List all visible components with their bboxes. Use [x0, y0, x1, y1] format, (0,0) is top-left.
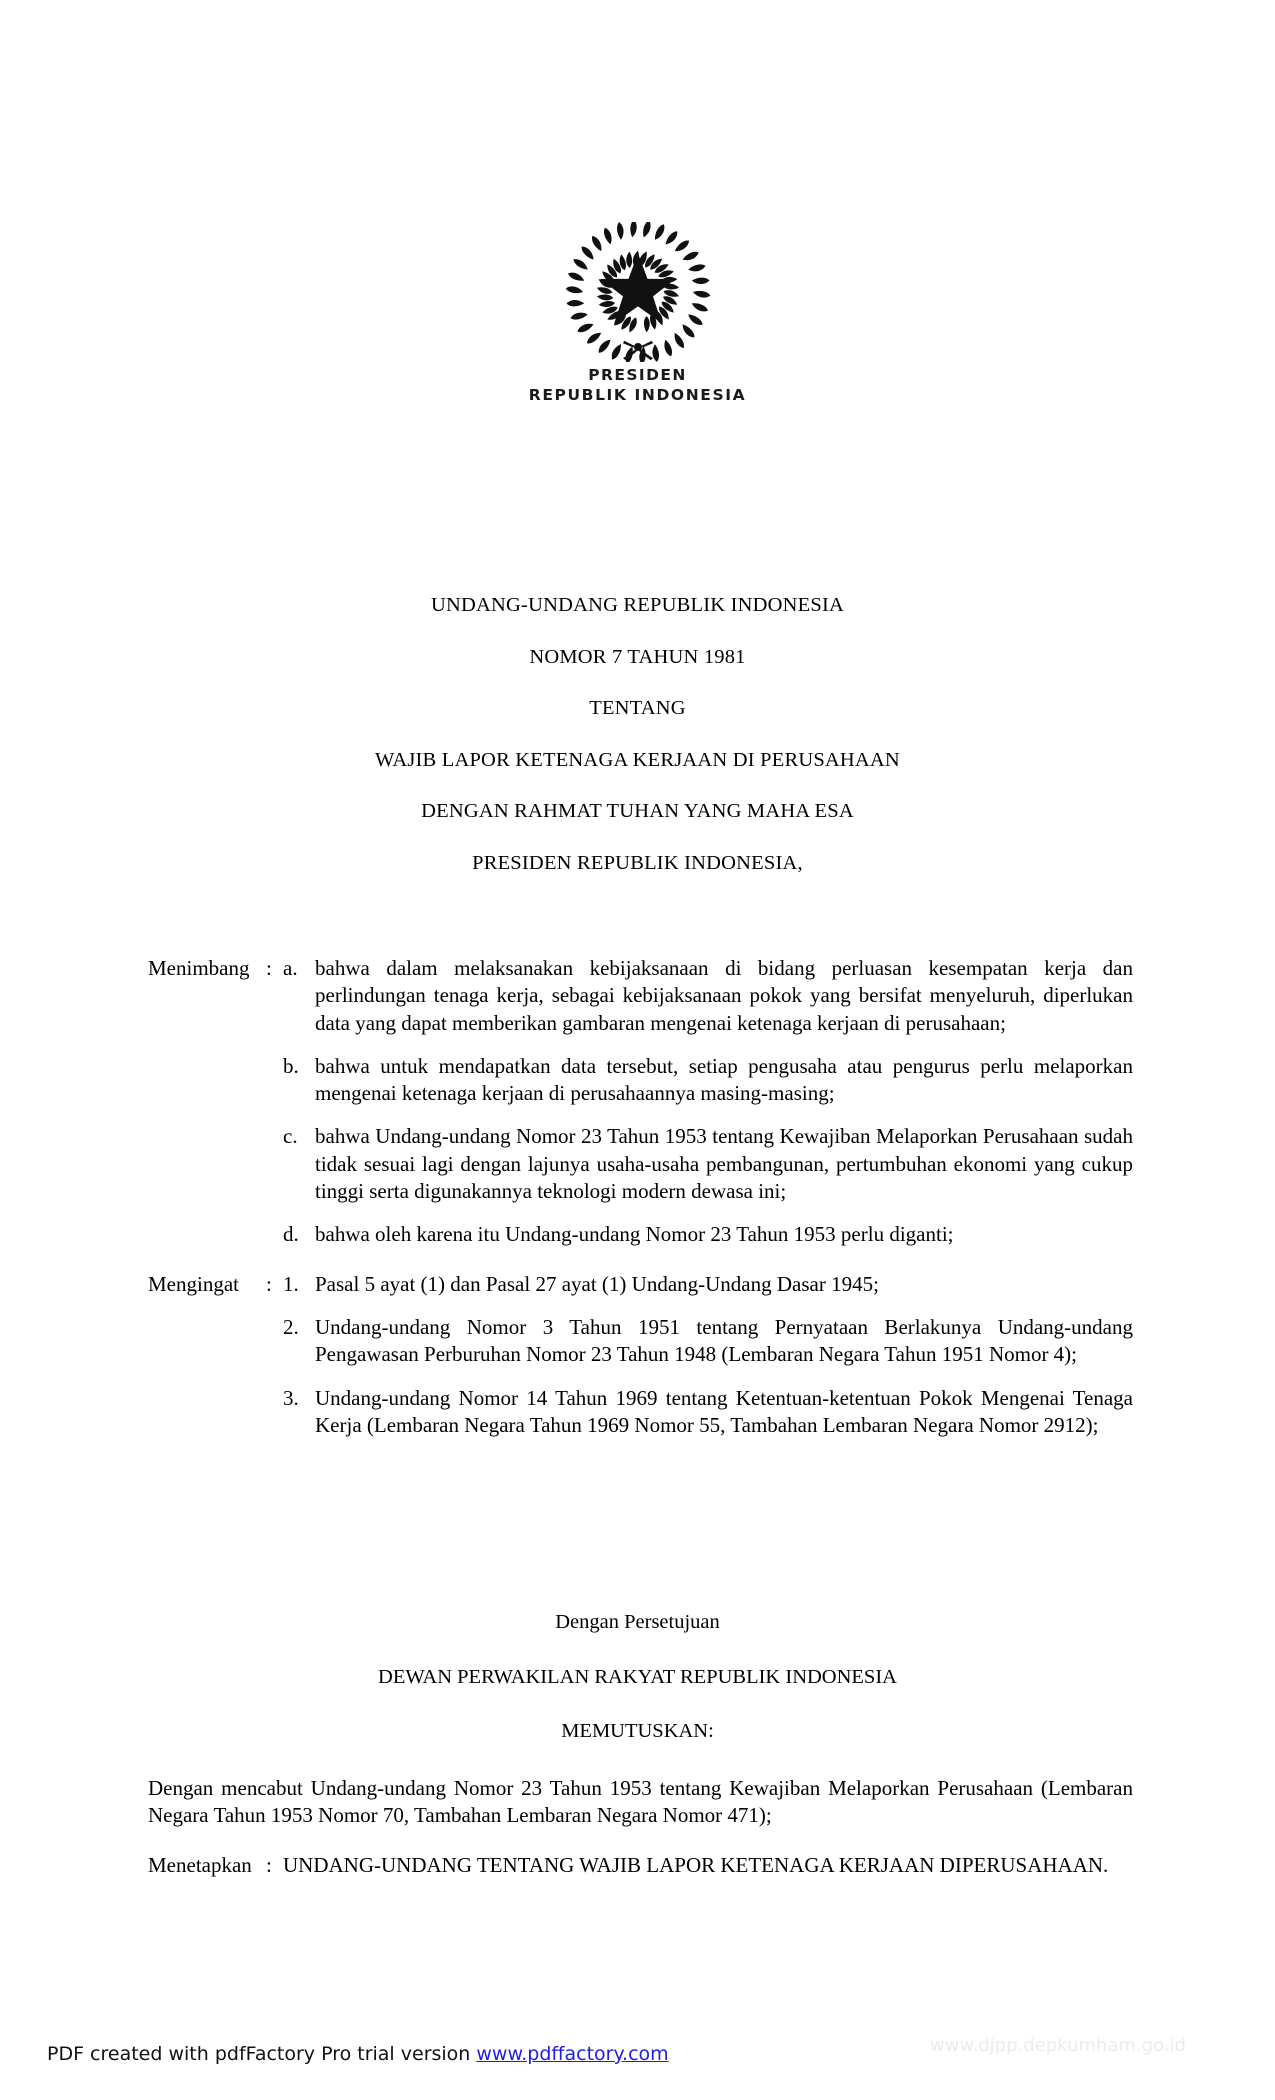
- list-item-text: Pasal 5 ayat (1) dan Pasal 27 ayat (1) Undang-Undang Dasar 1945;: [315, 1271, 879, 1296]
- site-watermark: www.djpp.depkumham.go.id: [930, 2035, 1186, 2056]
- emblem-caption-line-2: REPUBLIK INDONESIA: [528, 385, 747, 404]
- list-item-text: bahwa Undang-undang Nomor 23 Tahun 1953 tentang Kewajiban Melaporkan Perusahaan sudah tidak sesuai lagi dengan lajunya usaha-usaha pembangunan, pertumbuhan ekonomi yang cukup tinggi serta digunakannya teknologi modern dewasa ini;: [315, 1124, 1133, 1204]
- menetapkan-text: UNDANG-UNDANG TENTANG WAJIB LAPOR KETENAGA KERJAAN DIPERUSAHAAN.: [283, 1852, 1109, 1877]
- list-item-text: bahwa dalam melaksanakan kebijaksanaan di bidang perluasan kesempatan kerja dan perlindungan tenaga kerja, sebagai kebijaksanaan pokok yang bersifat menyeluruh, diperlukan data yang dapat memberikan gambaran mengenai ketenaga kerjaan di perusahaan;: [315, 956, 1133, 1035]
- list-item: [283, 1123, 1133, 1205]
- pdffactory-link[interactable]: www.pdffactory.com: [476, 2043, 669, 2065]
- menimbang-item-list: [283, 955, 1133, 1249]
- list-item-marker: b.: [283, 1053, 299, 1078]
- title-line-tentang: TENTANG: [589, 697, 686, 719]
- approval-line-dpr: DEWAN PERWAKILAN RAKYAT REPUBLIK INDONESIA: [378, 1665, 897, 1688]
- list-item: [283, 1271, 1133, 1298]
- title-line-president: PRESIDEN REPUBLIK INDONESIA,: [472, 851, 803, 874]
- list-item: [283, 1053, 1133, 1108]
- menetapkan-clause: [148, 1852, 1133, 1879]
- title-line-number: NOMOR 7 TAHUN 1981: [529, 645, 746, 668]
- list-item-marker: d.: [283, 1222, 299, 1247]
- list-item-text: bahwa oleh karena itu Undang-undang Nomor 23 Tahun 1953 perlu diganti;: [315, 1222, 954, 1247]
- pdffactory-footer: [47, 2043, 669, 2065]
- list-item-marker: 1.: [283, 1271, 299, 1296]
- list-item-marker: 3.: [283, 1385, 299, 1410]
- list-item: [283, 955, 1133, 1037]
- list-item-marker: a.: [283, 956, 298, 980]
- emblem-caption-line-1: PRESIDEN: [588, 366, 687, 384]
- list-item-text: Undang-undang Nomor 14 Tahun 1969 tentang Ketentuan-ketentuan Pokok Mengenai Tenaga Kerja (Lembaran Negara Tahun 1969 Nomor 55, Tambahan Lembaran Negara Nomor 2912);: [315, 1385, 1133, 1437]
- pdffactory-footer-text: PDF created with pdfFactory Pro trial version: [47, 2043, 477, 2065]
- menetapkan-colon: :: [266, 1852, 272, 1877]
- title-line-law-type: UNDANG-UNDANG REPUBLIK INDONESIA: [431, 594, 844, 616]
- title-line-subject: WAJIB LAPOR KETENAGA KERJAAN DI PERUSAHAAN: [375, 748, 900, 771]
- approval-line-memutuskan: MEMUTUSKAN:: [561, 1720, 714, 1742]
- preamble-clauses: [148, 955, 1133, 1457]
- mengingat-clause: [148, 1271, 1133, 1439]
- revocation-paragraph: Dengan mencabut Undang-undang Nomor 23 Tahun 1953 tentang Kewajiban Melaporkan Perusahaan (Lembaran Negara Tahun 1953 Nomor 70, Tambahan Lembaran Negara Nomor 471);: [148, 1776, 1133, 1828]
- emblem-caption: [0, 366, 1275, 406]
- list-item: [283, 1385, 1133, 1440]
- list-item: [283, 1314, 1133, 1369]
- list-item-marker: 2.: [283, 1314, 299, 1339]
- list-item-text: Undang-undang Nomor 3 Tahun 1951 tentang Pernyataan Berlakunya Undang-undang Pengawasan Perburuhan Nomor 23 Tahun 1948 (Lembaran Negara Tahun 1951 Nomor 4);: [315, 1314, 1133, 1367]
- presidential-emblem-block: [0, 222, 1275, 406]
- mengingat-item-list: [283, 1271, 1133, 1439]
- list-item-text: bahwa untuk mendapatkan data tersebut, setiap pengusaha atau pengurus perlu melaporkan mengenai ketenaga kerjaan di perusahaannya masing-masing;: [315, 1053, 1133, 1106]
- approval-block: [0, 1612, 1275, 1776]
- menimbang-clause: [148, 955, 1133, 1249]
- list-item: [283, 1221, 1133, 1248]
- indonesia-presidential-seal-icon: [562, 222, 714, 362]
- title-line-blessing: DENGAN RAHMAT TUHAN YANG MAHA ESA: [421, 800, 854, 822]
- closing-block: [148, 1775, 1133, 1879]
- document-title-block: [0, 595, 1275, 904]
- menimbang-colon: :: [266, 956, 272, 980]
- mengingat-colon: :: [266, 1271, 272, 1296]
- menimbang-label: Menimbang: [148, 956, 250, 980]
- list-item-marker: c.: [283, 1124, 298, 1149]
- approval-line-dengan-persetujuan: Dengan Persetujuan: [555, 1611, 720, 1633]
- menetapkan-label: Menetapkan: [148, 1852, 252, 1877]
- mengingat-label: Mengingat: [148, 1271, 239, 1296]
